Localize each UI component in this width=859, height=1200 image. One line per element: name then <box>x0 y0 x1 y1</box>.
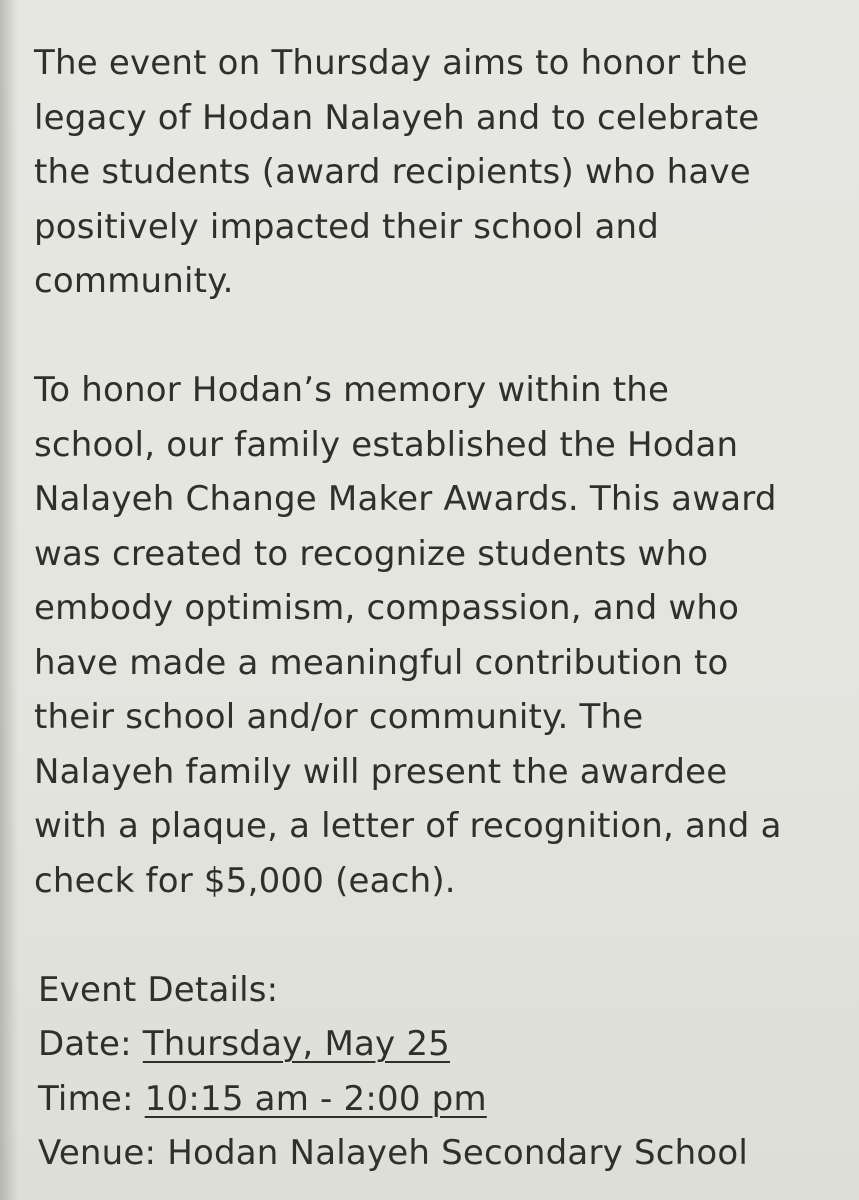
event-time-label: Time: <box>38 1078 145 1119</box>
paragraph-award-description <box>34 363 846 908</box>
event-venue-label: Venue: <box>38 1133 168 1173</box>
text-line: have made a meaningful contribution to <box>34 642 729 683</box>
text-line: school, our family established the Hodan <box>34 424 739 465</box>
event-details <box>34 963 846 1181</box>
text-line: To honor Hodan’s memory within the <box>34 370 670 410</box>
event-time-link[interactable]: 10:15 am - 2:00 pm <box>144 1078 487 1119</box>
text-line: their school and/or community. The <box>34 697 644 737</box>
text-line: Nalayeh family will present the awardee <box>34 751 728 792</box>
event-details-heading: Event Details: <box>38 969 279 1010</box>
text-line: community. <box>34 261 234 301</box>
text-line: with a plaque, a letter of recognition, and a <box>34 806 782 846</box>
paragraph-event-purpose <box>34 36 846 309</box>
message-body <box>34 36 846 1181</box>
event-venue-value: Hodan Nalayeh Secondary School <box>167 1133 749 1173</box>
event-date-row <box>38 1017 846 1072</box>
text-line: the students (award recipients) who have <box>34 152 751 192</box>
paragraph-spacer <box>34 908 846 963</box>
event-date-label: Date: <box>38 1024 143 1064</box>
text-line: check for $5,000 (each). <box>34 860 456 901</box>
text-line: positively impacted their school and <box>34 206 660 247</box>
text-line: was created to recognize students who <box>34 533 709 574</box>
paragraph-spacer <box>34 309 846 364</box>
text-line: Nalayeh Change Maker Awards. This award <box>34 479 777 519</box>
text-line: embody optimism, compassion, and who <box>34 588 740 628</box>
text-line: legacy of Hodan Nalayeh and to celebrate <box>34 97 760 138</box>
text-line: The event on Thursday aims to honor the <box>34 43 748 83</box>
event-time-row <box>38 1072 846 1127</box>
event-date-link[interactable]: Thursday, May 25 <box>142 1024 451 1064</box>
event-venue-row <box>38 1126 846 1181</box>
screen-edge-shadow <box>0 0 18 1200</box>
